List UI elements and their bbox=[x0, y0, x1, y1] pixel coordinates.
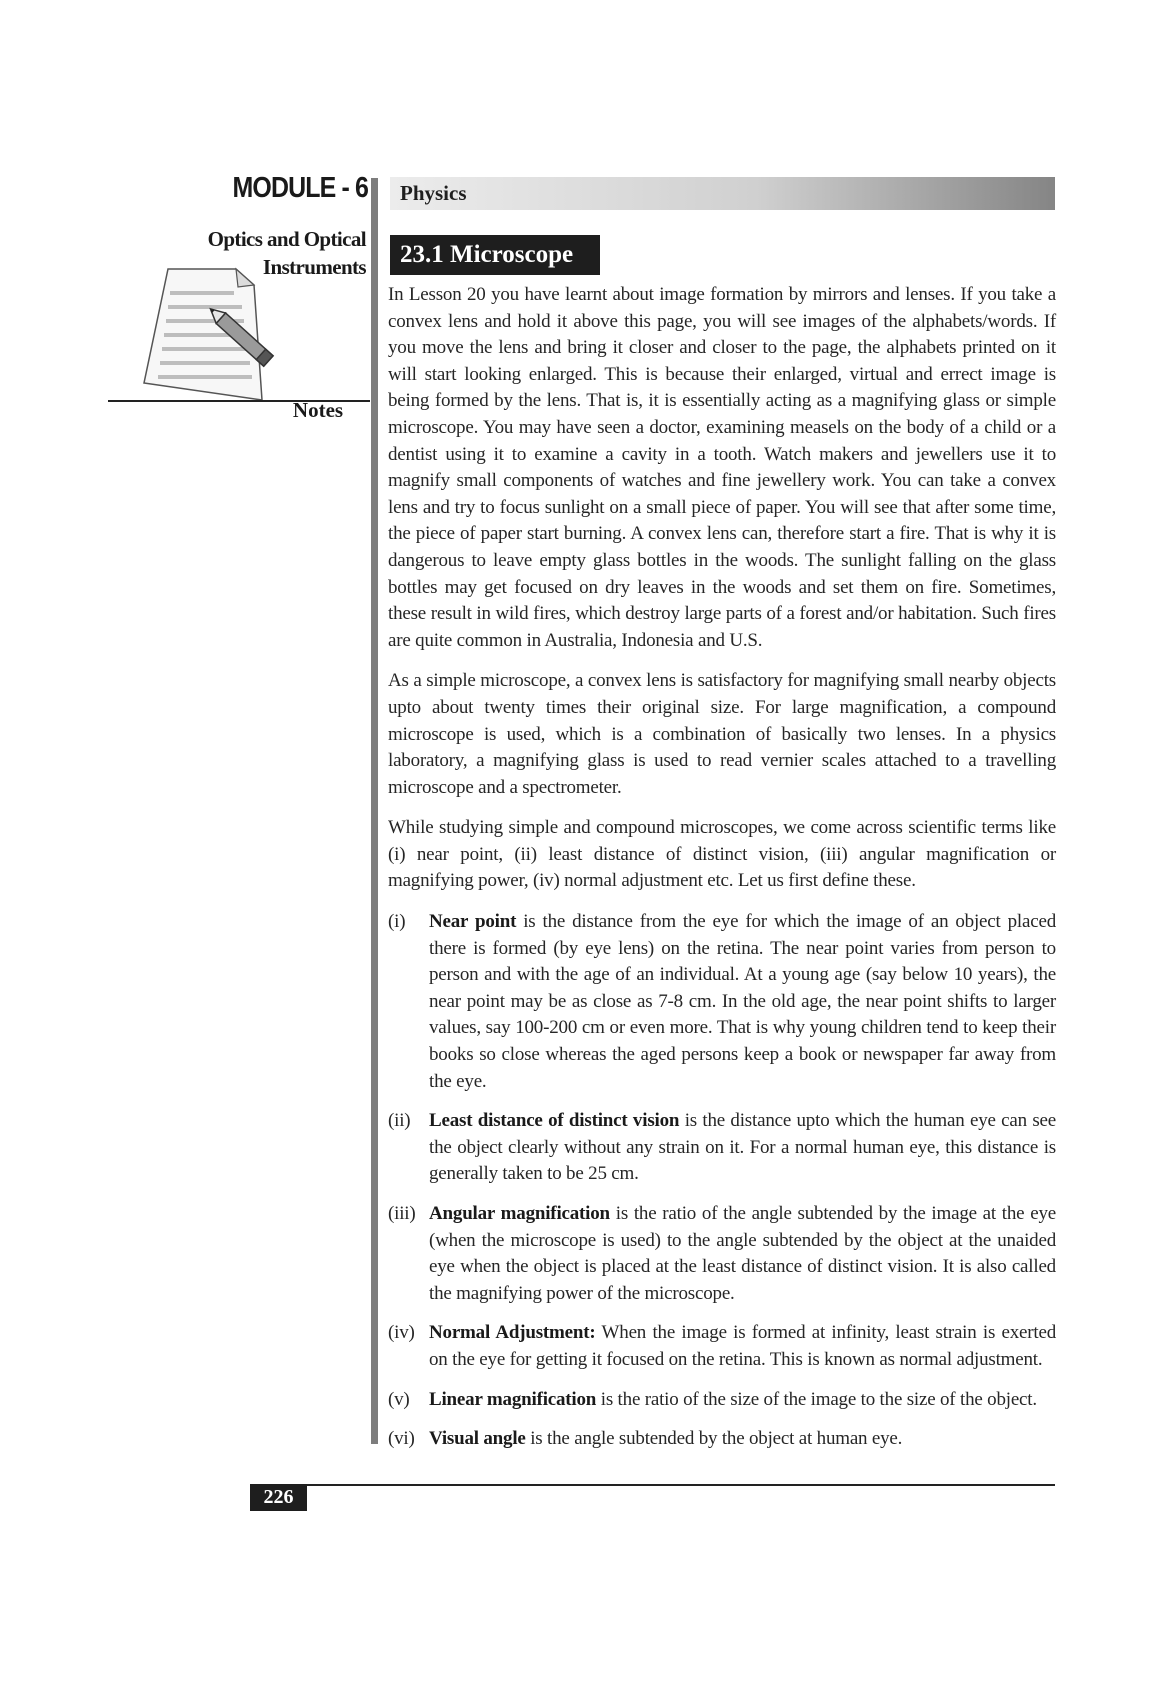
notes-pencil-icon bbox=[138, 265, 298, 415]
definition-number: (ii) bbox=[388, 1110, 411, 1132]
definition-item bbox=[388, 1108, 1056, 1188]
module-title: MODULE - 6 bbox=[232, 172, 368, 204]
definition-term: Angular magnification bbox=[429, 1203, 610, 1224]
subject-label: Physics bbox=[400, 181, 467, 205]
paragraph: As a simple microscope, a convex lens is satisfactory for magnifying small nearby objects upto about twenty times their original size. For large magnification, a compound microscope is used, which is a combination of basically two lenses. In a physics laboratory, a magnifying glass is used to read vernier scales attached to a travelling microscope and a spectrometer. bbox=[388, 670, 1056, 798]
notes-label: Notes bbox=[292, 398, 344, 422]
definition-list bbox=[388, 909, 1056, 1453]
definition-term: Near point bbox=[429, 911, 517, 933]
footer-rule bbox=[252, 1484, 1055, 1486]
definition-term: Visual angle bbox=[429, 1428, 526, 1450]
definition-item bbox=[388, 1320, 1056, 1373]
module-subtitle-line2: Instruments bbox=[262, 255, 366, 279]
paragraph: In Lesson 20 you have learnt about image formation by mirrors and lenses. If you take a convex lens and hold it above this page, you will see images of the alphabets/words. If you move the lens and bring it closer and closer to the page, the alphabets printed on it will start looking enlarged. This is because their enlarged, virtual and errect image is being formed by the lens. That is, it is essentially acting as a magnifying glass or simple microscope. You may have seen a doctor, examining measels on the body of a child or a dentist using it to examine a cavity in a tooth. Watch makers and jewellers use it to magnify small components of watches and fine jewellery work. You can take a convex lens and try to focus sunlight on a small piece of paper. You will see that after some time, the piece of paper start burning. A convex lens can, therefore start a fire. That is why it is dangerous to leave empty glass bottles in the woods. The sunlight falling on the glass bottles may get focused on dry leaves in the woods and set them on fire. Sometimes, these result in wild fires, which destroy large parts of a forest and/or habitation. Such fires are quite common in Australia, Indonesia and U.S. bbox=[388, 284, 1056, 651]
paragraph: While studying simple and compound microscopes, we come across scientific terms like (i) near point, (ii) least distance of distinct vision, (iii) angular magnification or magnifying power, (iv) normal adjustment etc. Let us first define these. bbox=[388, 817, 1056, 892]
page-number: 226 bbox=[263, 1486, 294, 1508]
module-subtitle-line1: Optics and Optical bbox=[207, 227, 366, 251]
section-title: 23.1 Microscope bbox=[400, 241, 574, 268]
definition-text: When the image is formed at infinity, least strain is exerted on the eye for getting it focused on the retina. This is known as normal adjustment. bbox=[429, 1322, 1057, 1370]
definition-term: Linear magnification bbox=[429, 1388, 597, 1410]
definition-item bbox=[388, 1426, 1056, 1453]
subject-bar bbox=[390, 177, 1055, 210]
definition-number: (iii) bbox=[388, 1203, 416, 1224]
vertical-rule bbox=[371, 178, 378, 1444]
definition-text: is the ratio of the angle subtended by the image at the eye (when the microscope is used) to the angle subtended by the object at the unaided eye when the object is placed at the least distance of distinct vision. It is also called the magnifying power of the microscope. bbox=[429, 1203, 1056, 1304]
definition-text: is the distance from the eye for which the image of an object placed there is formed (by eye lens) on the retina. The near point varies from person to person and with the age of an individual. At a young age (say below 10 years), the near point may be as close as 7-8 cm. In the old age, the near point shifts to larger values, say 100-200 cm or even more. That is why young children tend to keep their books so close whereas the aged persons keep a book or newspaper far away from the eye. bbox=[429, 911, 1056, 1092]
definition-item bbox=[388, 1387, 1056, 1414]
definition-item bbox=[388, 1201, 1056, 1307]
definition-text: is the angle subtended by the object at human eye. bbox=[525, 1428, 903, 1450]
definition-term: Normal Adjustment: bbox=[429, 1322, 596, 1344]
definition-number: (iv) bbox=[388, 1322, 415, 1344]
main-content bbox=[388, 282, 1056, 1466]
definition-number: (vi) bbox=[388, 1428, 415, 1450]
definition-item bbox=[388, 909, 1056, 1095]
definition-number: (v) bbox=[388, 1388, 410, 1410]
definition-text: is the ratio of the size of the image to the size of the object. bbox=[596, 1388, 1037, 1410]
definition-term: Least distance of distinct vision bbox=[429, 1110, 680, 1132]
definition-text: is the distance upto which the human eye can see the object clearly without any strain on it. For a normal human eye, this distance is generally taken to be 25 cm. bbox=[429, 1110, 1057, 1185]
definition-number: (i) bbox=[388, 911, 406, 933]
